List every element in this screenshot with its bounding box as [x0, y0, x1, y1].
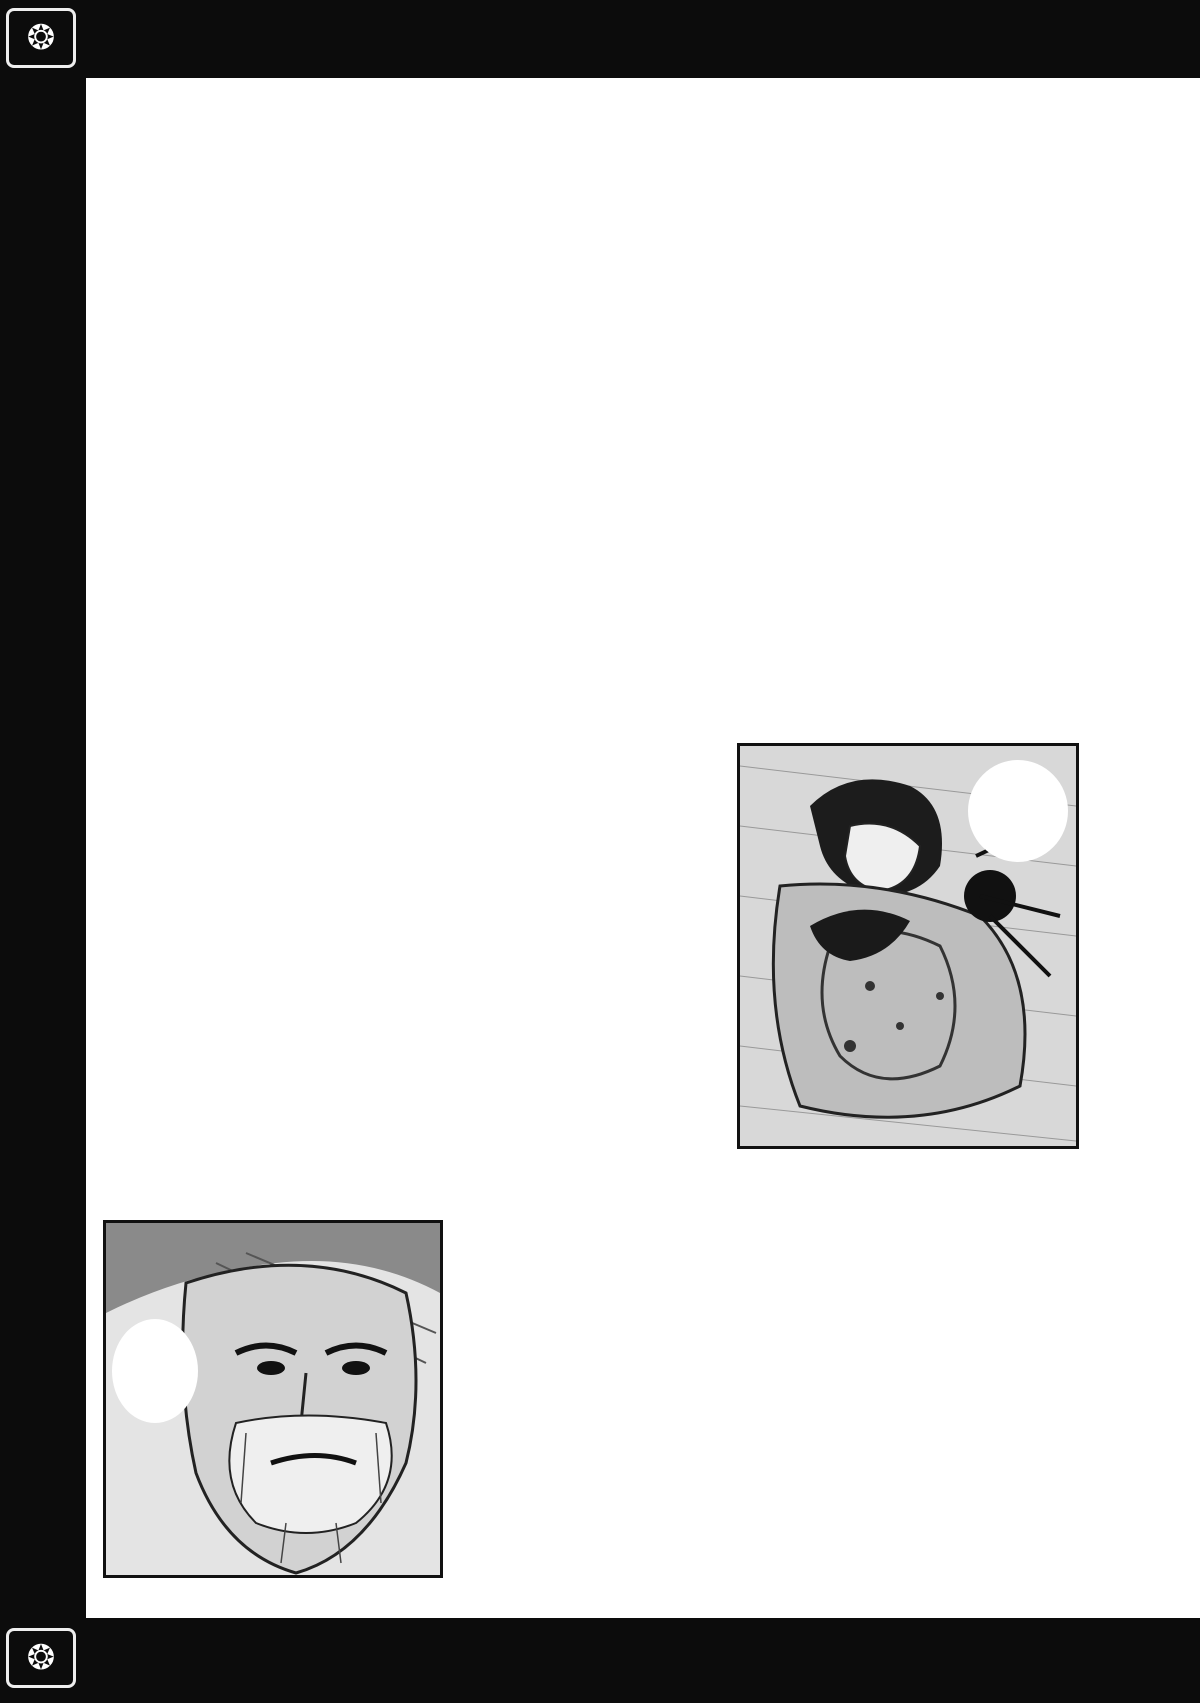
manga-panel-shin — [737, 743, 1079, 1149]
top-border-band — [0, 0, 1200, 78]
corner-emblem-icon: ❂ — [6, 1628, 76, 1688]
left-border-band — [0, 0, 86, 1703]
speech-bubble — [112, 1319, 198, 1423]
corner-emblem-icon: ❂ — [6, 8, 76, 68]
speech-bubble — [968, 760, 1068, 862]
summary-page — [86, 78, 1200, 1618]
bottom-border-band — [0, 1618, 1200, 1703]
manga-panel-renpa — [103, 1220, 443, 1578]
